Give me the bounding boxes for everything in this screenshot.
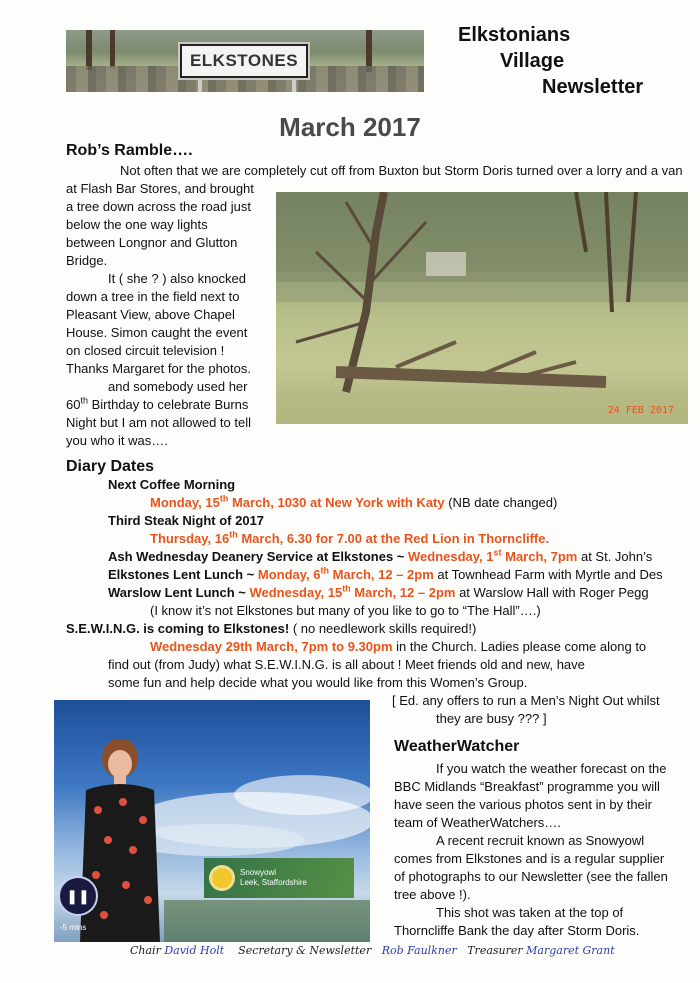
weather-line: This shot was taken at the top of [436, 905, 624, 920]
editor-note: they are busy ??? ] [436, 711, 547, 726]
ramble-line: you who it was…. [66, 433, 168, 448]
ramble-line: and somebody used her [108, 379, 248, 394]
event-line [108, 584, 698, 602]
event-when-text: March, 12 – 2pm [350, 585, 456, 600]
event-when-text: Monday, 15 [150, 495, 220, 510]
time-offset: -5 mins [60, 923, 87, 932]
fallen-tree-photo [276, 192, 688, 424]
event-text: in the Church. Ladies please come along to [392, 639, 647, 654]
event-title: Third Steak Night of 2017 [108, 513, 265, 528]
event-title: Next Coffee Morning [108, 477, 236, 492]
event-note: (I know it’s not Elkstones but many of you like to go to “The Hall”….) [150, 603, 541, 618]
superscript: th [80, 395, 88, 406]
event-detail [108, 530, 698, 548]
event-title: Ash Wednesday Deanery Service at Elkstones ~ [108, 549, 408, 564]
weather-line: If you watch the weather forecast on the [436, 761, 667, 776]
event-when [258, 567, 434, 582]
ramble-text: Birthday to celebrate Burns [87, 397, 249, 412]
event-when [249, 585, 455, 600]
ramble-line: a tree down across the road just [66, 199, 251, 214]
ramble-body [66, 180, 271, 450]
superscript: th [229, 529, 238, 540]
event-title: Elkstones Lent Lunch ~ [108, 567, 258, 582]
fallen-tree-illustration [276, 192, 688, 424]
event-line [108, 548, 698, 566]
chair-name: David Holt [164, 944, 225, 957]
issue-month: March 2017 [279, 112, 421, 142]
ramble-line: at Flash Bar Stores, and brought [66, 181, 254, 196]
weather-line: Thorncliffe Bank the day after Storm Doris. [394, 923, 640, 938]
ramble-intro [66, 162, 696, 180]
treasurer-label: Treasurer [467, 944, 523, 957]
event-line: find out (from Judy) what S.E.W.I.N.G. is all about ! Meet friends old and new, have [108, 657, 585, 672]
event-when: Wednesday 29th March, 7pm to 9.30pm [150, 639, 393, 654]
weather-line: tree above !). [394, 887, 471, 902]
ramble-line: Night but I am not allowed to tell [66, 415, 251, 430]
event-when-text: March, 7pm [501, 549, 578, 564]
ramble-heading: Rob’s Ramble…. [66, 142, 193, 159]
event-line [66, 620, 696, 638]
event-place: at Townhead Farm with Myrtle and Des [433, 567, 663, 582]
caption-place: Leek, Staffordshire [240, 878, 308, 887]
weather-line: comes from Elkstones and is a regular supplier [394, 851, 665, 866]
event-when-text: March, 6.30 for 7.00 at the Red Lion in Thorncliffe. [237, 531, 550, 546]
caption-name: Snowyowl [240, 868, 277, 877]
village-sign: ELKSTONES [180, 44, 308, 78]
diary-entries [108, 476, 698, 620]
editor-note: [ Ed. any offers to run a Men’s Night Out whilst [392, 693, 660, 708]
photo-date-stamp: 24 FEB 2017 [607, 405, 674, 416]
event-title: Warslow Lent Lunch ~ [108, 585, 250, 600]
event-when-text: March, 12 – 2pm [329, 567, 434, 582]
superscript: th [219, 493, 229, 504]
event-line: some fun and help decide what you would like from this Women’s Group. [108, 675, 528, 690]
event-place: at St. John’s [577, 549, 653, 564]
event-title: S.E.W.I.N.G. is coming to Elkstones! [66, 621, 290, 636]
event-note: (NB date changed) [444, 495, 558, 510]
ramble-line: Thanks Margaret for the photos. [66, 361, 251, 376]
caption-text [240, 868, 307, 888]
newsletter-title [452, 22, 652, 100]
event-when-text: Monday, 6 [257, 567, 321, 582]
event-line [108, 566, 698, 584]
event-when-text: Thursday, 16 [150, 531, 230, 546]
event-line [66, 638, 696, 656]
secretary-name: Rob Faulkner [381, 944, 457, 957]
tv-caption [204, 858, 354, 898]
header-photo [66, 30, 424, 92]
ramble-line: Pleasant View, above Chapel [66, 307, 235, 322]
event-place: at Warslow Hall with Roger Pegg [455, 585, 649, 600]
event-when [408, 549, 577, 564]
ramble-line [66, 396, 271, 414]
ramble-line: between Longnor and Glutton [66, 235, 238, 250]
treasurer-name: Margaret Grant [526, 944, 615, 957]
weather-body [394, 760, 696, 940]
event-when-text: Wednesday, 1 [407, 549, 494, 564]
diary-heading: Diary Dates [66, 458, 155, 475]
weather-tv-photo [54, 700, 370, 942]
ramble-line: Bridge. [66, 253, 108, 268]
ramble-line: Not often that we are completely cut off from Buxton but Storm Doris turned over a lorry and a van [120, 163, 683, 178]
weather-heading: WeatherWatcher [394, 738, 520, 755]
title-line: Elkstonians [458, 24, 571, 46]
ramble-line: below the one way lights [66, 217, 208, 232]
superscript: th [320, 565, 329, 576]
superscript: st [493, 547, 502, 558]
weather-line: A recent recruit known as Snowyowl [436, 833, 645, 848]
weather-line: team of WeatherWatchers…. [394, 815, 561, 830]
chair-label: Chair [130, 944, 161, 957]
event-note: ( no needlework skills required!) [289, 621, 477, 636]
title-line: Village [500, 50, 565, 72]
ramble-line: down a tree in the field next to [66, 289, 240, 304]
ramble-line: on closed circuit television ! [66, 343, 225, 358]
event-when [150, 531, 549, 546]
ramble-text: 60 [66, 397, 81, 412]
weather-line: have seen the various photos sent in by their [394, 797, 652, 812]
event-when [150, 495, 445, 510]
event-detail [108, 494, 698, 512]
ramble-line: House. Simon caught the event [66, 325, 248, 340]
secretary-label: Secretary & Newsletter [238, 944, 372, 957]
footer [130, 944, 630, 957]
sun-icon [212, 868, 232, 888]
event-when-text: Wednesday, 15 [249, 585, 343, 600]
event-when-text: March, 1030 at New York with Katy [228, 495, 445, 510]
pause-icon: ❚❚ [58, 876, 98, 916]
superscript: th [342, 583, 351, 594]
weather-line: BBC Midlands “Breakfast” programme you will [394, 779, 660, 794]
weather-line: of photographs to our Newsletter (see the fallen [394, 869, 668, 884]
ramble-line: It ( she ? ) also knocked [108, 271, 247, 286]
title-line: Newsletter [542, 76, 644, 98]
